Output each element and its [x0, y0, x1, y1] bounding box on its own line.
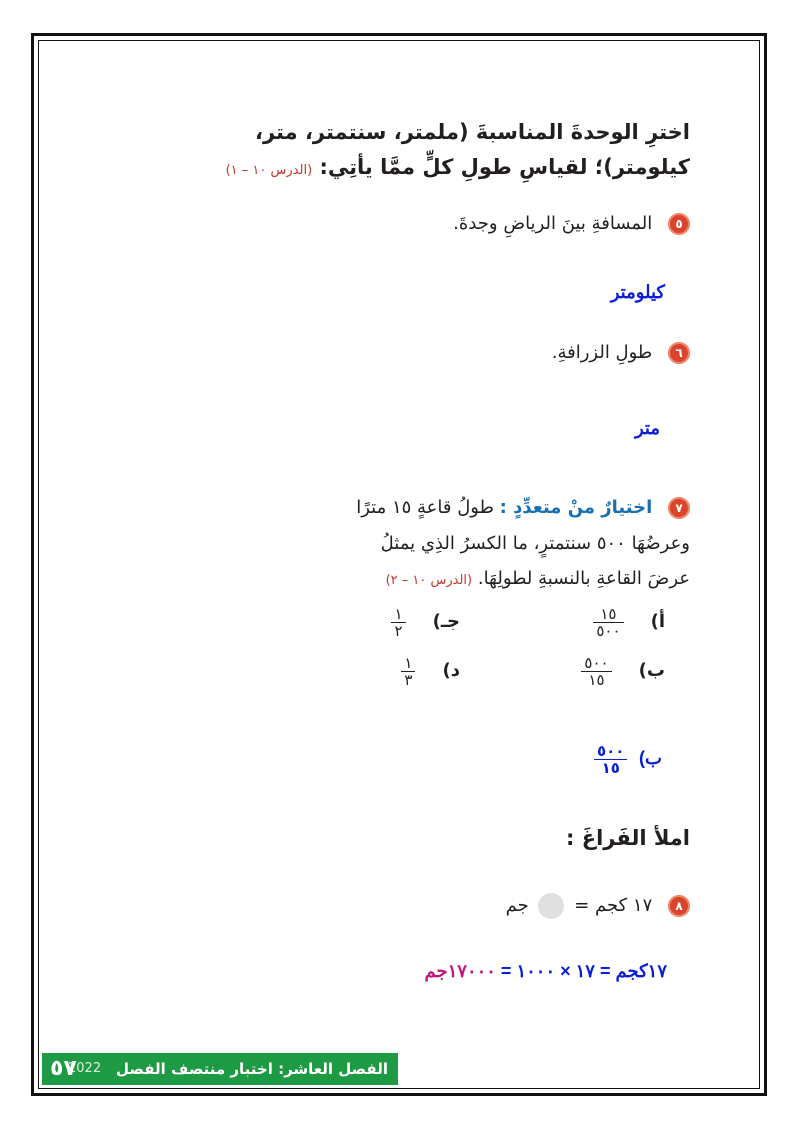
blank-circle[interactable] — [538, 893, 564, 919]
footer-bar — [42, 1053, 398, 1085]
footer-title: الفصل العاشر: اختبار منتصف الفصل — [116, 1060, 388, 1078]
question-8-left: ١٧ كجم = — [574, 895, 653, 916]
option-c-den: ٢ — [391, 622, 405, 639]
question-7-line-1 — [356, 497, 690, 519]
option-d-num: ١ — [404, 654, 413, 672]
option-c-label: جـ) — [432, 611, 460, 632]
question-number-8: ٨ — [668, 895, 690, 917]
lesson-ref-2: (الدرس ١٠ – ٢) — [385, 573, 473, 588]
option-d-label: د) — [442, 660, 460, 681]
option-b-den: ١٥ — [581, 671, 611, 688]
option-d — [401, 655, 460, 688]
option-c — [391, 606, 460, 639]
option-b-num: ٥٠٠ — [584, 654, 609, 672]
question-5 — [453, 213, 690, 235]
footer-page-number: ٥٧ — [50, 1056, 77, 1081]
question-8 — [506, 893, 690, 919]
option-b-label: ب) — [638, 660, 665, 681]
option-a-fraction — [593, 606, 623, 639]
answer-7-label: ب) — [639, 748, 662, 768]
option-d-fraction — [401, 655, 415, 688]
question-number-5: ٥ — [668, 213, 690, 235]
question-7-line-1-text: طولُ قاعةٍ ١٥ مترًا — [356, 497, 494, 518]
question-7-line-3-text: عرضَ القاعةِ بالنسبةِ لطولِهَا. — [477, 568, 690, 589]
instruction-line-1: اخترِ الوحدةَ المناسبةَ (ملمتر، سنتمتر، متر، — [255, 120, 690, 144]
question-number-7: ٧ — [668, 497, 690, 519]
option-a — [593, 606, 665, 639]
option-b — [581, 655, 665, 688]
answer-7-num: ٥٠٠ — [597, 742, 625, 760]
answer-5: كيلومتر — [610, 282, 665, 302]
answer-8 — [424, 961, 667, 982]
answer-8-part-1: ١٧كجم = ١٧ × ١٠٠٠ = — [495, 961, 667, 981]
answer-7-den: ١٥ — [594, 759, 627, 776]
question-8-right: جم — [505, 895, 529, 916]
footer-year: 2022 — [68, 1061, 102, 1076]
option-a-num: ١٥ — [600, 605, 617, 623]
question-6-text: طولِ الزرافةِ. — [551, 342, 653, 363]
question-6 — [552, 342, 690, 364]
page-border-inner — [38, 40, 760, 1089]
option-a-label: أ) — [650, 611, 665, 632]
question-7-line-2: وعرضُهَا ٥٠٠ سنتمترٍ، ما الكسرُ الذِي يمثلُ — [380, 533, 690, 554]
question-7-line-3 — [386, 568, 690, 589]
answer-6: متر — [634, 418, 660, 438]
option-c-fraction — [391, 606, 405, 639]
answer-7-fraction — [594, 743, 627, 776]
answer-8-part-2: ١٧٠٠٠جم — [424, 961, 496, 981]
instruction-line-2 — [226, 155, 690, 179]
option-a-den: ٥٠٠ — [593, 622, 623, 639]
question-number-6: ٦ — [668, 342, 690, 364]
fill-heading: املأ الفَراغَ : — [566, 826, 690, 850]
option-b-fraction — [581, 655, 611, 688]
option-d-den: ٣ — [401, 671, 415, 688]
question-5-text: المسافةِ بينَ الرياضِ وجدةَ. — [453, 213, 653, 234]
instruction-line-2-text: كيلومتر)؛ لقياسِ طولِ كلٍّ ممَّا يأتِي: — [319, 155, 690, 179]
answer-7 — [594, 743, 662, 776]
lesson-ref-1: (الدرس ١٠ – ١) — [225, 163, 313, 178]
mcq-keyword: اختيارٌ منْ متعدِّدٍ : — [499, 497, 653, 518]
option-c-num: ١ — [394, 605, 403, 623]
